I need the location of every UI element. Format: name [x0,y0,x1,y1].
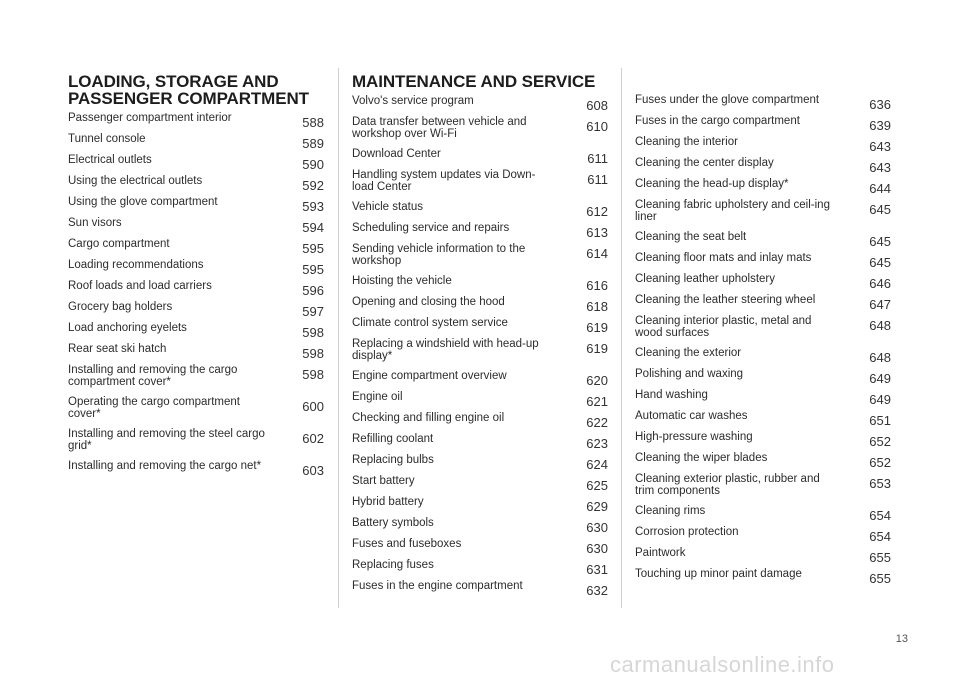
column-divider [621,68,622,608]
toc-entry-title: Cleaning the seat belt [635,231,747,243]
toc-entry-page: 625 [586,478,608,493]
toc-entry-title: Engine oil [352,391,403,403]
toc-entry-title: Sending vehicle information to the workshop [352,243,526,267]
section-heading-loading: LOADING, STORAGE AND PASSENGER COMPARTMENT [68,72,309,108]
toc-entry-title: Loading recommendations [68,259,204,271]
toc-entry-page: 645 [869,202,891,217]
toc-entry-page: 597 [302,304,324,319]
toc-entry[interactable] [68,344,324,365]
toc-entry[interactable] [68,155,324,176]
toc-entry-page: 590 [302,157,324,172]
toc-entry-title: High-pressure washing [635,431,753,443]
toc-entry[interactable] [352,581,608,602]
toc-entry-title: Download Center [352,148,441,160]
toc-entry-title: Cleaning the interior [635,136,738,148]
toc-entry-page: 611 [587,151,608,166]
toc-entry[interactable] [635,253,891,274]
toc-entry[interactable] [68,113,324,134]
toc-entry[interactable] [635,548,891,569]
toc-entry[interactable] [635,506,891,527]
toc-entry-page: 646 [869,276,891,291]
toc-entry-page: 598 [302,367,324,382]
toc-entry-page: 630 [586,541,608,556]
toc-entry-page: 652 [869,455,891,470]
toc-entry-page: 595 [302,241,324,256]
toc-entry-page: 598 [302,346,324,361]
toc-entry-page: 613 [586,225,608,240]
toc-entry[interactable] [635,369,891,390]
toc-entry[interactable] [352,518,608,539]
toc-entry[interactable] [68,397,324,429]
watermark: carmanualsonline.info [610,652,835,677]
toc-entry[interactable] [68,239,324,260]
toc-entry-page: 653 [869,476,891,491]
toc-entry-page: 655 [869,571,891,586]
toc-entry-page: 629 [586,499,608,514]
toc-entry[interactable] [68,365,324,397]
toc-entry-title: Fuses in the engine compartment [352,580,523,592]
toc-entry-page: 652 [869,434,891,449]
toc-entry-page: 589 [302,136,324,151]
toc-entry-title: Climate control system service [352,317,508,329]
toc-list-maintenance-continued [635,95,891,590]
toc-entry-page: 611 [587,172,608,187]
toc-entry-page: 647 [869,297,891,312]
toc-entry[interactable] [352,455,608,476]
toc-entry[interactable] [635,316,891,348]
toc-entry-title: Electrical outlets [68,154,152,166]
toc-entry-title: Cleaning fabric upholstery and ceil-ing liner [635,199,830,223]
toc-entry[interactable] [68,260,324,281]
toc-entry-title: Cleaning exterior plastic, rubber and trim components [635,473,820,497]
toc-entry-title: Cleaning rims [635,505,706,517]
toc-entry-page: 644 [869,181,891,196]
toc-entry[interactable] [635,95,891,116]
toc-entry[interactable] [352,413,608,434]
toc-entry-title: Cleaning interior plastic, metal and wood surfaces [635,315,812,339]
toc-entry-page: 648 [869,350,891,365]
toc-entry[interactable] [352,223,608,244]
toc-entry-page: 632 [586,583,608,598]
toc-entry-page: 621 [586,394,608,409]
toc-entry[interactable] [352,371,608,392]
toc-entry-page: 651 [869,413,891,428]
toc-entry-page: 645 [869,255,891,270]
toc-entry[interactable] [352,117,608,149]
toc-entry[interactable] [635,116,891,137]
toc-entry-page: 639 [869,118,891,133]
toc-column-loading [68,0,324,493]
page-number: 13 [895,633,908,645]
toc-entry-title: Cargo compartment [68,238,170,250]
toc-entry[interactable] [635,232,891,253]
toc-entry-title: Sun visors [68,217,122,229]
toc-entry-page: 600 [302,399,324,414]
toc-entry-page: 616 [586,278,608,293]
toc-entry[interactable] [352,497,608,518]
toc-entry-page: 631 [586,562,608,577]
toc-entry[interactable] [635,348,891,369]
toc-entry[interactable] [352,392,608,413]
toc-entry-page: 612 [586,204,608,219]
toc-entry[interactable] [635,432,891,453]
toc-entry-page: 608 [586,98,608,113]
toc-entry-title: Automatic car washes [635,410,748,422]
toc-entry-title: Grocery bag holders [68,301,173,313]
toc-list-maintenance [352,96,608,602]
toc-entry-title: Cleaning floor mats and inlay mats [635,252,812,264]
toc-entry-page: 618 [586,299,608,314]
toc-list-loading [68,113,324,493]
toc-entry[interactable] [635,453,891,474]
toc-entry-title: Corrosion protection [635,526,739,538]
toc-entry-title: Cleaning the leather steering wheel [635,294,816,306]
toc-entry-title: Load anchoring eyelets [68,322,187,334]
toc-entry[interactable] [68,176,324,197]
toc-entry-page: 593 [302,199,324,214]
toc-entry[interactable] [68,134,324,155]
toc-entry[interactable] [635,179,891,200]
toc-entry-title: Cleaning the head-up display* [635,178,789,190]
toc-entry-page: 619 [586,320,608,335]
toc-entry-title: Hand washing [635,389,708,401]
toc-column-maintenance [352,0,608,602]
section-heading-maintenance: MAINTENANCE AND SERVICE [352,72,596,91]
toc-entry-page: 648 [869,318,891,333]
toc-entry[interactable] [635,200,891,232]
toc-entry[interactable] [68,197,324,218]
toc-entry-page: 603 [302,463,324,478]
toc-entry[interactable] [352,318,608,339]
toc-entry[interactable] [68,302,324,323]
toc-entry[interactable] [635,569,891,590]
toc-entry[interactable] [352,434,608,455]
toc-entry[interactable] [352,244,608,276]
toc-entry-title: Cleaning the center display [635,157,774,169]
toc-entry-title: Installing and removing the steel cargo grid* [68,428,265,452]
toc-entry-page: 620 [586,373,608,388]
toc-entry-page: 624 [586,457,608,472]
toc-entry-page: 622 [586,415,608,430]
toc-entry-title: Installing and removing the cargo compartment cover* [68,364,238,388]
toc-entry[interactable] [352,560,608,581]
toc-entry-title: Handling system updates via Down-load Center [352,169,536,193]
toc-entry[interactable] [352,96,608,117]
toc-entry[interactable] [68,218,324,239]
toc-entry-page: 598 [302,325,324,340]
toc-entry-page: 630 [586,520,608,535]
toc-entry[interactable] [352,539,608,560]
toc-entry[interactable] [635,474,891,506]
toc-entry-title: Replacing fuses [352,559,434,571]
toc-entry-title: Roof loads and load carriers [68,280,212,292]
toc-entry-title: Checking and filling engine oil [352,412,505,424]
toc-entry[interactable] [635,527,891,548]
toc-entry-title: Tunnel console [68,133,146,145]
column-divider [338,68,339,608]
toc-entry-title: Touching up minor paint damage [635,568,802,580]
toc-entry-page: 643 [869,160,891,175]
toc-entry-title: Using the glove compartment [68,196,218,208]
toc-entry-title: Hoisting the vehicle [352,275,452,287]
toc-entry-title: Data transfer between vehicle and workshop over Wi-Fi [352,116,527,140]
toc-entry-page: 602 [302,431,324,446]
toc-entry-page: 636 [869,97,891,112]
toc-entry-page: 619 [586,341,608,356]
toc-entry-page: 649 [869,392,891,407]
toc-entry-title: Installing and removing the cargo net* [68,460,262,472]
toc-column-maintenance-continued [635,0,891,590]
toc-entry-page: 610 [586,119,608,134]
toc-entry-title: Vehicle status [352,201,423,213]
toc-entry-title: Hybrid battery [352,496,424,508]
toc-entry-title: Passenger compartment interior [68,112,232,124]
toc-entry-page: 645 [869,234,891,249]
toc-entry[interactable] [68,323,324,344]
toc-entry-title: Paintwork [635,547,686,559]
toc-entry[interactable] [635,411,891,432]
toc-entry[interactable] [635,295,891,316]
toc-entry-page: 596 [302,283,324,298]
toc-entry-page: 649 [869,371,891,386]
toc-entry-page: 614 [586,246,608,261]
toc-entry[interactable] [352,339,608,371]
toc-entry-title: Polishing and waxing [635,368,744,380]
toc-entry[interactable] [68,281,324,302]
toc-entry[interactable] [635,390,891,411]
toc-entry-page: 588 [302,115,324,130]
toc-entry-title: Cleaning the wiper blades [635,452,768,464]
toc-entry[interactable] [635,137,891,158]
toc-entry-title: Engine compartment overview [352,370,507,382]
toc-entry[interactable] [68,461,324,493]
toc-entry-title: Operating the cargo compartment cover* [68,396,240,420]
toc-entry-page: 654 [869,508,891,523]
toc-entry-title: Battery symbols [352,517,434,529]
toc-entry-page: 595 [302,262,324,277]
toc-entry-title: Cleaning leather upholstery [635,273,776,285]
toc-entry[interactable] [352,202,608,223]
toc-entry-title: Using the electrical outlets [68,175,203,187]
toc-entry-title: Refilling coolant [352,433,434,445]
toc-entry-title: Fuses under the glove compartment [635,94,820,106]
toc-entry-title: Replacing bulbs [352,454,434,466]
toc-entry-page: 623 [586,436,608,451]
toc-entry[interactable] [352,276,608,297]
toc-entry[interactable] [635,274,891,295]
toc-entry[interactable] [352,476,608,497]
toc-entry[interactable] [635,158,891,179]
toc-entry-page: 643 [869,139,891,154]
toc-entry[interactable] [68,429,324,461]
toc-entry-page: 654 [869,529,891,544]
toc-entry[interactable] [352,149,608,170]
toc-entry-page: 594 [302,220,324,235]
toc-entry-title: Cleaning the exterior [635,347,742,359]
toc-entry-title: Fuses in the cargo compartment [635,115,800,127]
toc-entry[interactable] [352,170,608,202]
toc-entry-title: Rear seat ski hatch [68,343,167,355]
toc-entry-title: Opening and closing the hood [352,296,505,308]
toc-entry[interactable] [352,297,608,318]
toc-entry-title: Start battery [352,475,415,487]
toc-entry-title: Scheduling service and repairs [352,222,510,234]
toc-entry-page: 655 [869,550,891,565]
toc-entry-title: Volvo's service program [352,95,474,107]
toc-entry-title: Replacing a windshield with head-up display* [352,338,539,362]
toc-entry-page: 592 [302,178,324,193]
toc-entry-title: Fuses and fuseboxes [352,538,462,550]
